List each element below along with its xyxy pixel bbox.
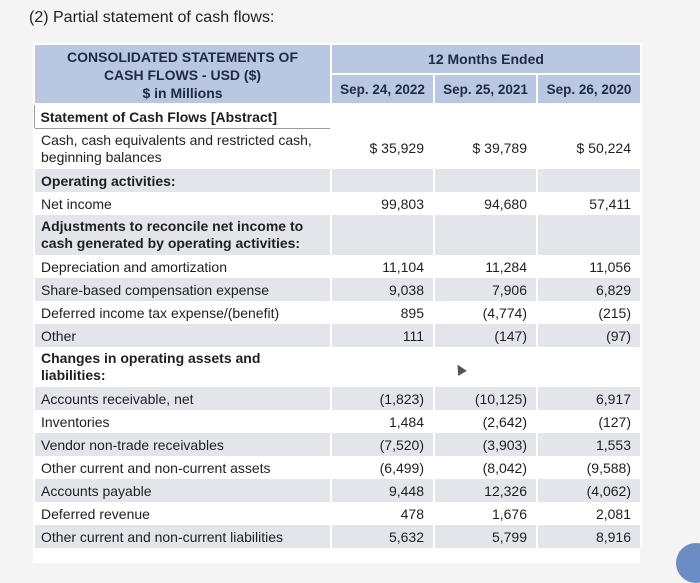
row-value: (2,642) xyxy=(434,410,537,433)
row-label: Changes in operating assets and liabilities: xyxy=(34,347,331,387)
row-label: Other xyxy=(34,324,331,347)
row-value: 6,917 xyxy=(537,387,641,410)
table-row xyxy=(34,301,641,324)
row-label: Accounts receivable, net xyxy=(34,387,331,410)
table-title-line-1: CONSOLIDATED STATEMENTS OF xyxy=(67,49,298,65)
table-row xyxy=(34,479,641,502)
table-row xyxy=(34,324,641,347)
row-value: (4,062) xyxy=(537,479,641,502)
row-label: Statement of Cash Flows [Abstract] xyxy=(34,104,331,129)
row-value xyxy=(537,104,641,129)
row-value: (1,823) xyxy=(331,387,434,410)
page-heading: (2) Partial statement of cash flows: xyxy=(29,9,275,26)
table-row xyxy=(34,104,641,129)
row-value xyxy=(331,104,434,129)
table-row xyxy=(34,169,641,192)
table-row xyxy=(34,347,641,387)
row-label: Deferred income tax expense/(benefit) xyxy=(34,301,331,324)
row-value: (9,588) xyxy=(537,456,641,479)
row-label: Inventories xyxy=(34,410,331,433)
row-value: 111 xyxy=(331,324,434,347)
row-label: Net income xyxy=(34,192,331,215)
row-value: 8,916 xyxy=(537,525,641,548)
row-value xyxy=(434,169,537,192)
row-value xyxy=(434,104,537,129)
row-value: 99,803 xyxy=(331,192,434,215)
row-value: 1,553 xyxy=(537,433,641,456)
row-label: Share-based compensation expense xyxy=(34,278,331,301)
table-row xyxy=(34,192,641,215)
row-value: (8,042) xyxy=(434,456,537,479)
row-value: (215) xyxy=(537,301,641,324)
row-value: (4,774) xyxy=(434,301,537,324)
row-value: 5,632 xyxy=(331,525,434,548)
period-group-header: 12 Months Ended xyxy=(331,44,641,74)
row-value: 1,484 xyxy=(331,410,434,433)
table-title xyxy=(34,44,331,104)
table-row xyxy=(34,502,641,525)
row-value xyxy=(537,347,641,387)
row-value: 9,448 xyxy=(331,479,434,502)
floating-badge-icon xyxy=(676,543,700,583)
table-row xyxy=(34,410,641,433)
table-row xyxy=(34,215,641,255)
row-value: (127) xyxy=(537,410,641,433)
row-value: 2,081 xyxy=(537,502,641,525)
table-row xyxy=(34,387,641,410)
row-label: Cash, cash equivalents and restricted cash, beginning balances xyxy=(34,129,331,170)
row-value: 12,326 xyxy=(434,479,537,502)
row-value: $ 35,929 xyxy=(331,129,434,170)
row-value xyxy=(537,169,641,192)
period-header-2020: Sep. 26, 2020 xyxy=(537,74,641,104)
row-value: (10,125) xyxy=(434,387,537,410)
table-row xyxy=(34,433,641,456)
row-label: Adjustments to reconcile net income to cash generated by operating activities: xyxy=(34,215,331,255)
row-value: $ 50,224 xyxy=(537,129,641,170)
cash-flow-table xyxy=(33,43,642,548)
row-value xyxy=(537,215,641,255)
period-header-2021: Sep. 25, 2021 xyxy=(434,74,537,104)
row-value: (147) xyxy=(434,324,537,347)
row-value: 1,676 xyxy=(434,502,537,525)
row-label: Other current and non-current assets xyxy=(34,456,331,479)
table-row xyxy=(34,278,641,301)
row-value xyxy=(331,215,434,255)
row-value: 94,680 xyxy=(434,192,537,215)
row-value: 6,829 xyxy=(537,278,641,301)
row-label: Deferred revenue xyxy=(34,502,331,525)
row-value: 5,799 xyxy=(434,525,537,548)
row-label: Other current and non-current liabilities xyxy=(34,525,331,548)
row-value: 9,038 xyxy=(331,278,434,301)
row-label: Operating activities: xyxy=(34,169,331,192)
row-value: 478 xyxy=(331,502,434,525)
row-value: 11,284 xyxy=(434,255,537,278)
row-value xyxy=(434,215,537,255)
row-value: 11,056 xyxy=(537,255,641,278)
row-label: Accounts payable xyxy=(34,479,331,502)
row-value xyxy=(331,347,434,387)
row-value: 57,411 xyxy=(537,192,641,215)
table-title-line-2: CASH FLOWS - USD ($) xyxy=(103,67,262,83)
table-row xyxy=(34,129,641,170)
row-value: (97) xyxy=(537,324,641,347)
row-value: (3,903) xyxy=(434,433,537,456)
row-value: $ 39,789 xyxy=(434,129,537,170)
row-value: (7,520) xyxy=(331,433,434,456)
row-value: (6,499) xyxy=(331,456,434,479)
row-value xyxy=(434,347,537,387)
table-row xyxy=(34,255,641,278)
period-header-2022: Sep. 24, 2022 xyxy=(331,74,434,104)
row-value xyxy=(331,169,434,192)
row-label: Depreciation and amortization xyxy=(34,255,331,278)
row-value: 895 xyxy=(331,301,434,324)
table-row xyxy=(34,456,641,479)
row-label: Vendor non-trade receivables xyxy=(34,433,331,456)
table-body xyxy=(34,104,641,548)
row-value: 7,906 xyxy=(434,278,537,301)
table-title-line-3: $ in Millions xyxy=(142,85,223,101)
table-row xyxy=(34,525,641,548)
row-value: 11,104 xyxy=(331,255,434,278)
